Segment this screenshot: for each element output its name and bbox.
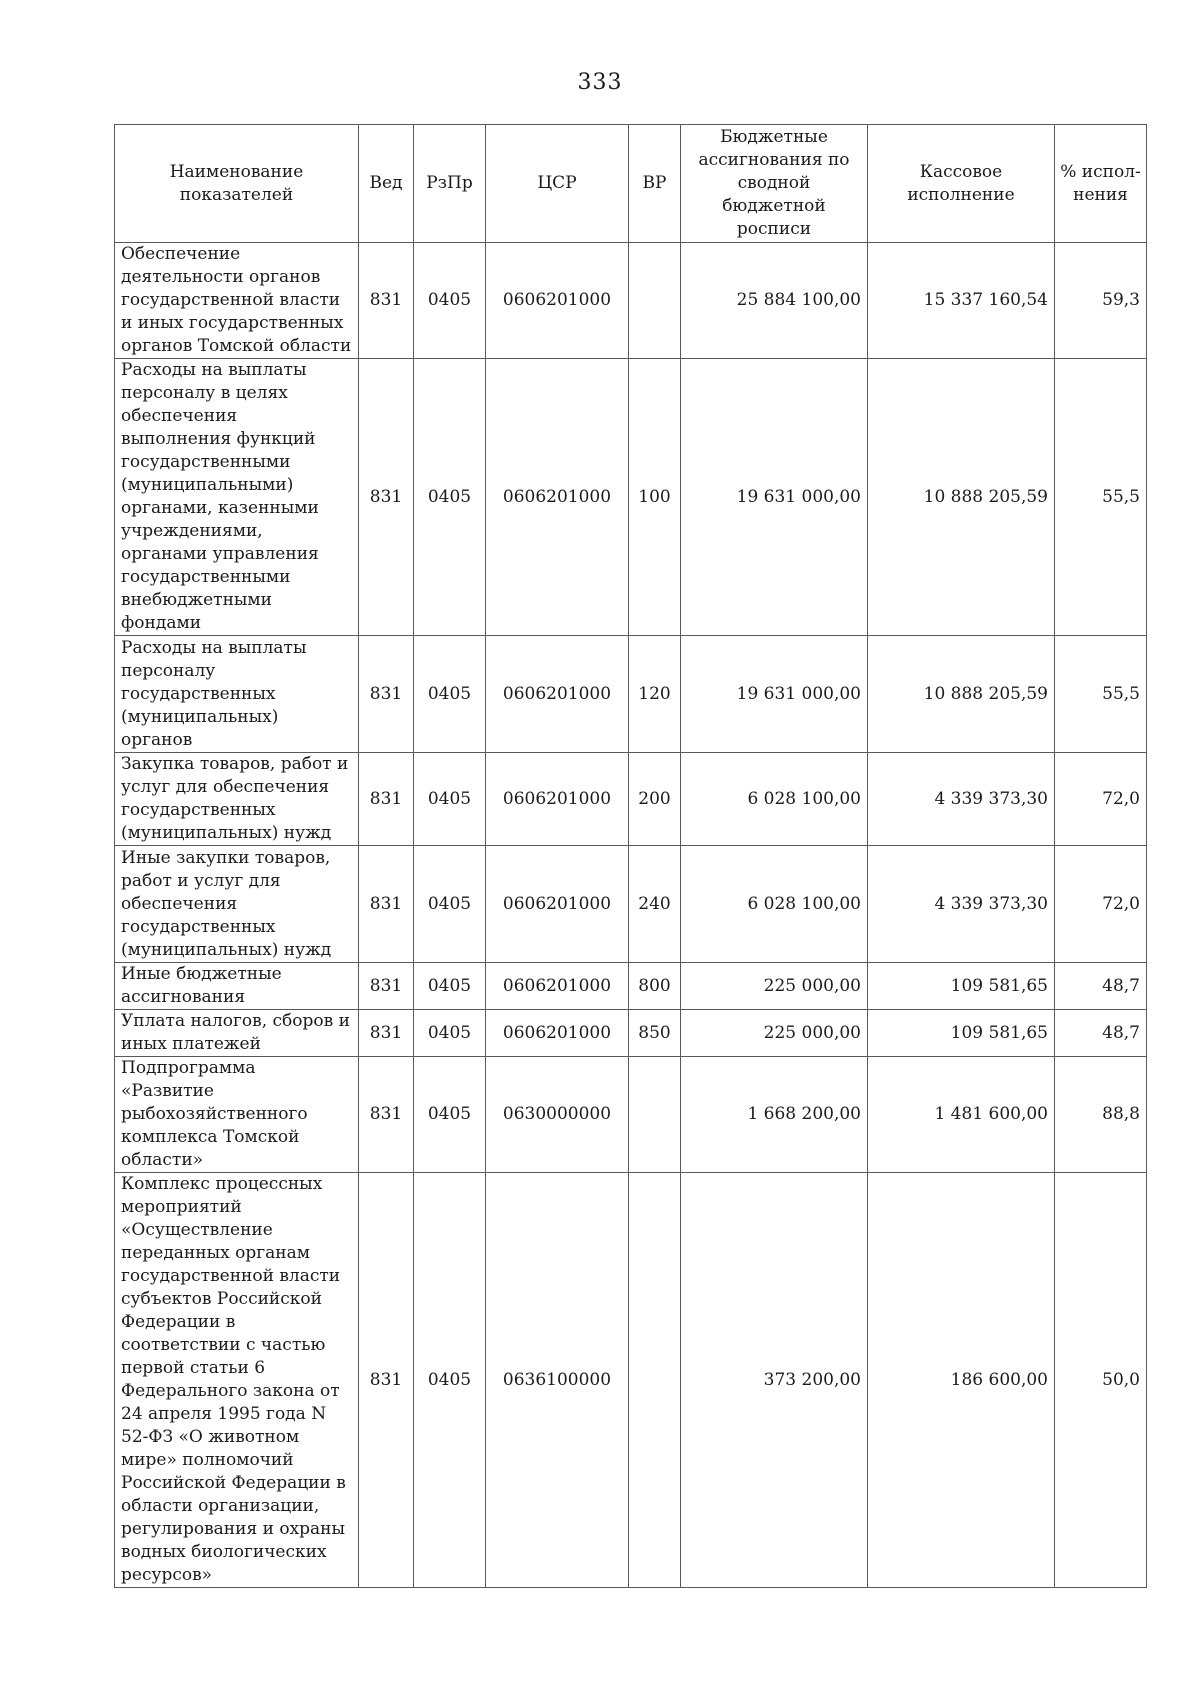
cell-rzpr: 0405 <box>414 846 486 963</box>
cell-budget: 6 028 100,00 <box>681 846 868 963</box>
cell-budget: 25 884 100,00 <box>681 243 868 359</box>
cell-rzpr: 0405 <box>414 359 486 636</box>
cell-budget: 19 631 000,00 <box>681 359 868 636</box>
cell-rzpr: 0405 <box>414 753 486 846</box>
cell-ved: 831 <box>359 1010 414 1057</box>
cell-budget: 6 028 100,00 <box>681 753 868 846</box>
cell-vr <box>629 1173 681 1588</box>
header-cash: Кассовое исполнение <box>868 125 1055 243</box>
cell-rzpr: 0405 <box>414 1010 486 1057</box>
cell-csr: 0630000000 <box>486 1057 629 1173</box>
cell-rzpr: 0405 <box>414 963 486 1010</box>
cell-name: Иные бюджетные ассигнования <box>115 963 359 1010</box>
table-row <box>115 636 1147 753</box>
cell-pct: 48,7 <box>1055 1010 1147 1057</box>
cell-cash: 10 888 205,59 <box>868 636 1055 753</box>
cell-cash: 109 581,65 <box>868 963 1055 1010</box>
cell-pct: 55,5 <box>1055 359 1147 636</box>
cell-rzpr: 0405 <box>414 1173 486 1588</box>
cell-csr: 0606201000 <box>486 753 629 846</box>
header-pct: % испол-нения <box>1055 125 1147 243</box>
header-name: Наименование показателей <box>115 125 359 243</box>
cell-vr: 120 <box>629 636 681 753</box>
cell-ved: 831 <box>359 359 414 636</box>
cell-cash: 4 339 373,30 <box>868 753 1055 846</box>
cell-budget: 225 000,00 <box>681 963 868 1010</box>
cell-pct: 72,0 <box>1055 846 1147 963</box>
cell-cash: 109 581,65 <box>868 1010 1055 1057</box>
table-row <box>115 753 1147 846</box>
cell-budget: 373 200,00 <box>681 1173 868 1588</box>
header-rzpr: РзПр <box>414 125 486 243</box>
cell-budget: 19 631 000,00 <box>681 636 868 753</box>
table-row <box>115 1057 1147 1173</box>
table-row <box>115 963 1147 1010</box>
cell-pct: 55,5 <box>1055 636 1147 753</box>
cell-ved: 831 <box>359 1057 414 1173</box>
header-vr: ВР <box>629 125 681 243</box>
cell-name: Закупка товаров, работ и услуг для обеспечения государственных (муниципальных) нужд <box>115 753 359 846</box>
cell-vr: 100 <box>629 359 681 636</box>
cell-name: Обеспечение деятельности органов государственной власти и иных государственных органов Томской области <box>115 243 359 359</box>
cell-ved: 831 <box>359 753 414 846</box>
cell-name: Уплата налогов, сборов и иных платежей <box>115 1010 359 1057</box>
table-row <box>115 1173 1147 1588</box>
cell-budget: 225 000,00 <box>681 1010 868 1057</box>
cell-name: Иные закупки товаров, работ и услуг для обеспечения государственных (муниципальных) нужд <box>115 846 359 963</box>
cell-csr: 0606201000 <box>486 359 629 636</box>
cell-cash: 15 337 160,54 <box>868 243 1055 359</box>
cell-cash: 1 481 600,00 <box>868 1057 1055 1173</box>
budget-execution-table <box>114 124 1147 1588</box>
cell-pct: 50,0 <box>1055 1173 1147 1588</box>
cell-name: Комплекс процессных мероприятий «Осуществление переданных органам государственной власти субъектов Российской Федерации в соответствии с частью первой статьи 6 Федерального закона от 24 апреля 1995 года N 52-ФЗ «О животном мире» полномочий Российской Федерации в области организации, регулирования и охраны водных биологических ресурсов» <box>115 1173 359 1588</box>
cell-pct: 48,7 <box>1055 963 1147 1010</box>
cell-budget: 1 668 200,00 <box>681 1057 868 1173</box>
cell-csr: 0606201000 <box>486 846 629 963</box>
cell-cash: 10 888 205,59 <box>868 359 1055 636</box>
cell-vr: 850 <box>629 1010 681 1057</box>
cell-vr <box>629 243 681 359</box>
cell-pct: 88,8 <box>1055 1057 1147 1173</box>
cell-ved: 831 <box>359 963 414 1010</box>
cell-csr: 0606201000 <box>486 1010 629 1057</box>
cell-pct: 72,0 <box>1055 753 1147 846</box>
cell-csr: 0606201000 <box>486 963 629 1010</box>
header-csr: ЦСР <box>486 125 629 243</box>
cell-ved: 831 <box>359 636 414 753</box>
header-budget: Бюджетные ассигнования по сводной бюджетной росписи <box>681 125 868 243</box>
cell-cash: 186 600,00 <box>868 1173 1055 1588</box>
table-row <box>115 243 1147 359</box>
cell-vr: 200 <box>629 753 681 846</box>
cell-ved: 831 <box>359 846 414 963</box>
cell-ved: 831 <box>359 1173 414 1588</box>
cell-name: Расходы на выплаты персоналу в целях обеспечения выполнения функций государственными (муниципальными) органами, казенными учреждениями, органами управления государственными внебюджетными фондами <box>115 359 359 636</box>
cell-rzpr: 0405 <box>414 1057 486 1173</box>
cell-rzpr: 0405 <box>414 243 486 359</box>
cell-vr: 240 <box>629 846 681 963</box>
cell-csr: 0636100000 <box>486 1173 629 1588</box>
cell-csr: 0606201000 <box>486 243 629 359</box>
cell-vr: 800 <box>629 963 681 1010</box>
table-row <box>115 1010 1147 1057</box>
header-ved: Вед <box>359 125 414 243</box>
cell-csr: 0606201000 <box>486 636 629 753</box>
cell-cash: 4 339 373,30 <box>868 846 1055 963</box>
page-number: 333 <box>577 70 623 95</box>
cell-pct: 59,3 <box>1055 243 1147 359</box>
cell-ved: 831 <box>359 243 414 359</box>
table-header-row <box>115 125 1147 243</box>
cell-rzpr: 0405 <box>414 636 486 753</box>
table-row <box>115 846 1147 963</box>
table-row <box>115 359 1147 636</box>
cell-name: Расходы на выплаты персоналу государственных (муниципальных) органов <box>115 636 359 753</box>
cell-vr <box>629 1057 681 1173</box>
cell-name: Подпрограмма «Развитие рыбохозяйственного комплекса Томской области» <box>115 1057 359 1173</box>
